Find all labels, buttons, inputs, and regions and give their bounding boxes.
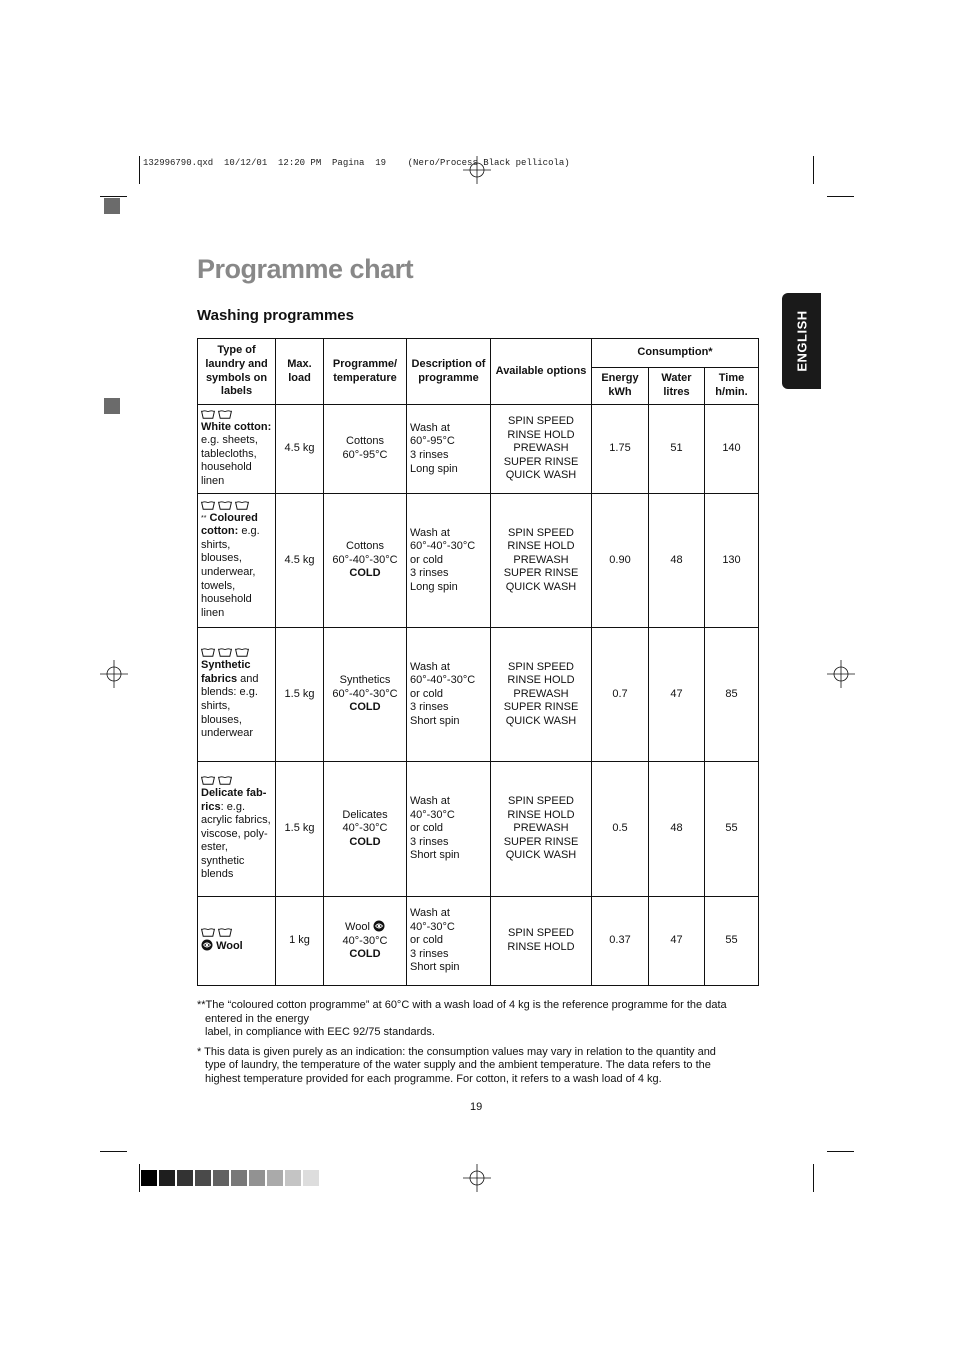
registration-mark-icon <box>463 1164 491 1192</box>
option-item: SPIN SPEED <box>507 660 575 673</box>
programme-cold: COLD <box>349 948 381 961</box>
wash-tub-60-icon <box>201 501 215 510</box>
crop-mark <box>100 196 127 197</box>
cell-description <box>407 628 491 762</box>
description-line: 3 rinses <box>410 835 449 848</box>
option-item: SPIN SPEED <box>507 795 575 808</box>
laundry-type <box>201 787 272 882</box>
laundry-type <box>201 939 272 954</box>
cell-description <box>407 897 491 986</box>
color-swatch <box>159 1170 175 1186</box>
programme-cold: COLD <box>349 567 381 580</box>
table-row <box>198 494 759 628</box>
crop-mark <box>827 196 854 197</box>
cell-time <box>705 405 759 494</box>
cell-water <box>649 762 705 897</box>
option-item: QUICK WASH <box>505 849 577 862</box>
header-programme: Programme/ temperature <box>324 339 407 405</box>
footnote-consumption-line2: type of laundry, the temperature of the water supply and the ambient temperature. The data refers to the <box>205 1059 711 1072</box>
cell-time <box>705 628 759 762</box>
programme-name: Cottons <box>346 540 384 553</box>
language-tab <box>782 293 821 389</box>
laundry-type-name: White cotton: <box>201 420 272 433</box>
time-value: 130 <box>722 553 741 566</box>
color-swatch <box>213 1170 229 1186</box>
programme-temperature: 40°-30°C <box>342 934 388 947</box>
cell-type <box>198 628 276 762</box>
footnote-reference-line1: **The “coloured cotton programme” at 60°C with a wash load of 4 kg is the reference programme for the data <box>197 999 727 1011</box>
cell-load <box>276 405 324 494</box>
table-row <box>198 405 759 494</box>
wash-tub-40-icon <box>201 928 215 937</box>
cell-description <box>407 762 491 897</box>
cell-programme <box>324 405 407 494</box>
wash-tub-30-icon <box>235 648 249 657</box>
time-value: 140 <box>722 442 741 455</box>
footnote-reference-line3: label, in compliance with EEC 92/75 standards. <box>205 1026 435 1039</box>
language-tab-label: ENGLISH <box>794 310 809 372</box>
wool-mark-icon <box>201 939 213 951</box>
description-line: Short spin <box>410 849 460 862</box>
cell-energy <box>592 494 649 628</box>
table-row <box>198 628 759 762</box>
cell-time <box>705 494 759 628</box>
color-swatch <box>195 1170 211 1186</box>
table-row <box>198 897 759 986</box>
wash-tub-40-icon <box>201 776 215 785</box>
color-swatch <box>267 1170 283 1186</box>
max-load-value: 1.5 kg <box>284 822 315 835</box>
header-water: Water litres <box>649 368 705 405</box>
registration-mark-icon <box>463 156 491 184</box>
cell-options <box>491 628 592 762</box>
wash-tub-30-icon <box>218 776 232 785</box>
option-item: SUPER RINSE <box>503 701 579 714</box>
cell-water <box>649 897 705 986</box>
description-line: 60°-95°C <box>410 435 455 448</box>
description-line: or cold <box>410 934 444 947</box>
option-item: PREWASH <box>513 553 569 566</box>
double-asterisk: ** <box>201 514 207 522</box>
programme-table <box>197 338 759 986</box>
max-load-value: 4.5 kg <box>284 442 315 455</box>
programme-cold: COLD <box>349 835 381 848</box>
header-options: Available options <box>491 339 592 405</box>
laundry-type-examples: e.g. shirts, blouses, underwear, towels, household linen <box>201 525 260 619</box>
description-line: 3 rinses <box>410 449 449 461</box>
description-line: Long spin <box>410 462 458 475</box>
wool-programme-icon <box>373 920 385 932</box>
programme-name: Wool <box>345 921 370 934</box>
color-swatch <box>231 1170 247 1186</box>
max-load-value: 4.5 kg <box>284 553 315 566</box>
margin-marker <box>104 198 120 214</box>
description-line: 3 rinses <box>410 947 449 960</box>
header-type: Type of laundry and symbols on labels <box>198 339 276 405</box>
option-item: QUICK WASH <box>505 714 577 727</box>
option-item: RINSE HOLD <box>507 428 575 441</box>
max-load-value: 1 kg <box>289 934 310 947</box>
cell-load <box>276 897 324 986</box>
water-value: 47 <box>670 934 683 947</box>
cell-water <box>649 628 705 762</box>
wash-tub-30-icon <box>218 928 232 937</box>
care-symbols <box>201 928 272 937</box>
laundry-type <box>201 659 272 741</box>
header-max-load: Max. load <box>276 339 324 405</box>
cell-energy <box>592 762 649 897</box>
water-value: 47 <box>670 687 683 700</box>
max-load-value: 1.5 kg <box>284 687 315 700</box>
cell-time <box>705 897 759 986</box>
care-symbols <box>201 501 272 510</box>
table-row <box>198 762 759 897</box>
option-item: RINSE HOLD <box>507 941 575 953</box>
print-slug: 132996790.qxd 10/12/01 12:20 PM Pagina 19 (Nero/Process Black pellicola) <box>143 158 570 168</box>
cell-energy <box>592 897 649 986</box>
color-swatch <box>177 1170 193 1186</box>
crop-mark <box>139 156 140 184</box>
cell-programme <box>324 897 407 986</box>
option-item: RINSE HOLD <box>507 674 575 687</box>
cell-type <box>198 494 276 628</box>
cell-energy <box>592 628 649 762</box>
wash-tub-30-icon <box>235 501 249 510</box>
programme-name: Cottons <box>346 435 384 448</box>
cell-options <box>491 494 592 628</box>
option-item: RINSE HOLD <box>507 808 575 821</box>
option-item: SPIN SPEED <box>507 415 575 428</box>
care-symbols <box>201 410 272 419</box>
cell-programme <box>324 762 407 897</box>
energy-value: 1.75 <box>609 442 631 455</box>
care-symbols <box>201 648 272 657</box>
option-item: PREWASH <box>513 442 569 455</box>
wash-tub-40-icon <box>218 501 232 510</box>
description-line: Short spin <box>410 961 460 974</box>
color-calibration-bar <box>141 1170 319 1186</box>
cell-programme <box>324 628 407 762</box>
color-swatch <box>249 1170 265 1186</box>
cell-options <box>491 405 592 494</box>
color-swatch <box>285 1170 301 1186</box>
laundry-type <box>201 512 272 621</box>
description-line: 40°-30°C <box>410 808 455 821</box>
option-item: SPIN SPEED <box>507 927 575 940</box>
cell-type <box>198 897 276 986</box>
crop-mark <box>139 1164 140 1192</box>
laundry-type-examples: : e.g. acrylic fabrics, viscose, poly-ester, synthetic blends <box>201 800 271 881</box>
crop-mark <box>827 1151 854 1152</box>
registration-mark-icon <box>100 660 128 688</box>
description-line: 40°-30°C <box>410 920 455 933</box>
cell-options <box>491 897 592 986</box>
page-number: 19 <box>470 1101 483 1113</box>
description-line: 3 rinses <box>410 567 449 580</box>
description-line: Wash at <box>410 660 450 673</box>
description-line: Wash at <box>410 421 450 434</box>
cell-options <box>491 762 592 897</box>
laundry-type-name: Delicate fab-rics <box>201 786 267 813</box>
header-energy: Energy kWh <box>592 368 649 405</box>
option-item: QUICK WASH <box>505 469 577 482</box>
header-consumption: Consumption* <box>592 339 759 368</box>
energy-value: 0.7 <box>612 687 628 700</box>
water-value: 48 <box>670 822 683 835</box>
option-item: SUPER RINSE <box>503 835 579 848</box>
description-line: or cold <box>410 553 444 566</box>
energy-value: 0.5 <box>612 822 628 835</box>
water-value: 48 <box>670 553 683 566</box>
wash-tub-60-icon <box>218 410 232 419</box>
cell-description <box>407 494 491 628</box>
programme-temperature: 60°-95°C <box>342 449 388 461</box>
cell-type <box>198 405 276 494</box>
description-line: or cold <box>410 822 444 835</box>
laundry-type-name: Coloured cotton: <box>201 511 258 538</box>
registration-mark-icon <box>827 660 855 688</box>
section-title: Washing programmes <box>197 307 354 324</box>
margin-marker <box>104 398 120 414</box>
description-line: Wash at <box>410 907 450 920</box>
description-line: Short spin <box>410 714 460 727</box>
option-item: SUPER RINSE <box>503 567 579 580</box>
description-line: 60°-40°-30°C <box>410 674 476 687</box>
cell-load <box>276 494 324 628</box>
footnotes <box>197 999 757 1093</box>
programme-name: Synthetics <box>339 674 391 687</box>
programme-cold: COLD <box>349 701 381 714</box>
option-item: PREWASH <box>513 822 569 835</box>
cell-water <box>649 405 705 494</box>
crop-mark <box>813 1164 814 1192</box>
option-item: RINSE HOLD <box>507 540 575 553</box>
laundry-type-name: Wool <box>216 940 243 953</box>
crop-mark <box>100 1151 127 1152</box>
description-line: Wash at <box>410 795 450 808</box>
cell-water <box>649 494 705 628</box>
energy-value: 0.90 <box>609 553 631 566</box>
wash-tub-95-icon <box>201 410 215 419</box>
programme-name: Delicates <box>342 808 388 821</box>
cell-programme <box>324 494 407 628</box>
description-line: or cold <box>410 687 444 700</box>
description-line: Long spin <box>410 580 458 593</box>
laundry-type-examples: e.g. sheets, tablecloths, household linen <box>201 434 258 487</box>
footnote-reference-line2: entered in the energy <box>205 1012 309 1025</box>
time-value: 55 <box>725 934 738 947</box>
option-item: QUICK WASH <box>505 580 577 593</box>
laundry-type <box>201 421 272 489</box>
page-title: Programme chart <box>197 254 414 284</box>
laundry-type-name: Synthetic fabrics <box>201 659 251 685</box>
option-item: SPIN SPEED <box>507 526 575 539</box>
crop-mark <box>813 156 814 184</box>
color-swatch <box>141 1170 157 1186</box>
footnote-consumption-line3: highest temperature provided for each programme. For cotton, it refers to a wash load of 4 kg. <box>205 1072 662 1085</box>
option-item: SUPER RINSE <box>503 455 579 468</box>
cell-load <box>276 628 324 762</box>
wash-tub-40-icon <box>218 648 232 657</box>
programme-temperature: 40°-30°C <box>342 822 388 835</box>
energy-value: 0.37 <box>609 934 631 947</box>
color-swatch <box>303 1170 319 1186</box>
laundry-type-examples: and blends: e.g. shirts, blouses, underwear <box>201 672 259 740</box>
option-item: PREWASH <box>513 687 569 700</box>
description-line: 3 rinses <box>410 701 449 714</box>
cell-time <box>705 762 759 897</box>
header-time: Time h/min. <box>705 368 759 405</box>
wash-tub-60-icon <box>201 648 215 657</box>
cell-load <box>276 762 324 897</box>
programme-temperature: 60°-40°-30°C <box>332 687 398 700</box>
care-symbols <box>201 776 272 785</box>
description-line: 60°-40°-30°C <box>410 540 476 553</box>
time-value: 85 <box>725 687 738 700</box>
footnote-consumption-line1: * This data is given purely as an indication: the consumption values may vary in relation to the quantity and <box>197 1045 716 1058</box>
header-description: Description of programme <box>407 339 491 405</box>
description-line: Wash at <box>410 526 450 539</box>
programme-temperature: 60°-40°-30°C <box>332 553 398 566</box>
cell-type <box>198 762 276 897</box>
time-value: 55 <box>725 822 738 835</box>
water-value: 51 <box>670 442 683 455</box>
cell-description <box>407 405 491 494</box>
cell-energy <box>592 405 649 494</box>
